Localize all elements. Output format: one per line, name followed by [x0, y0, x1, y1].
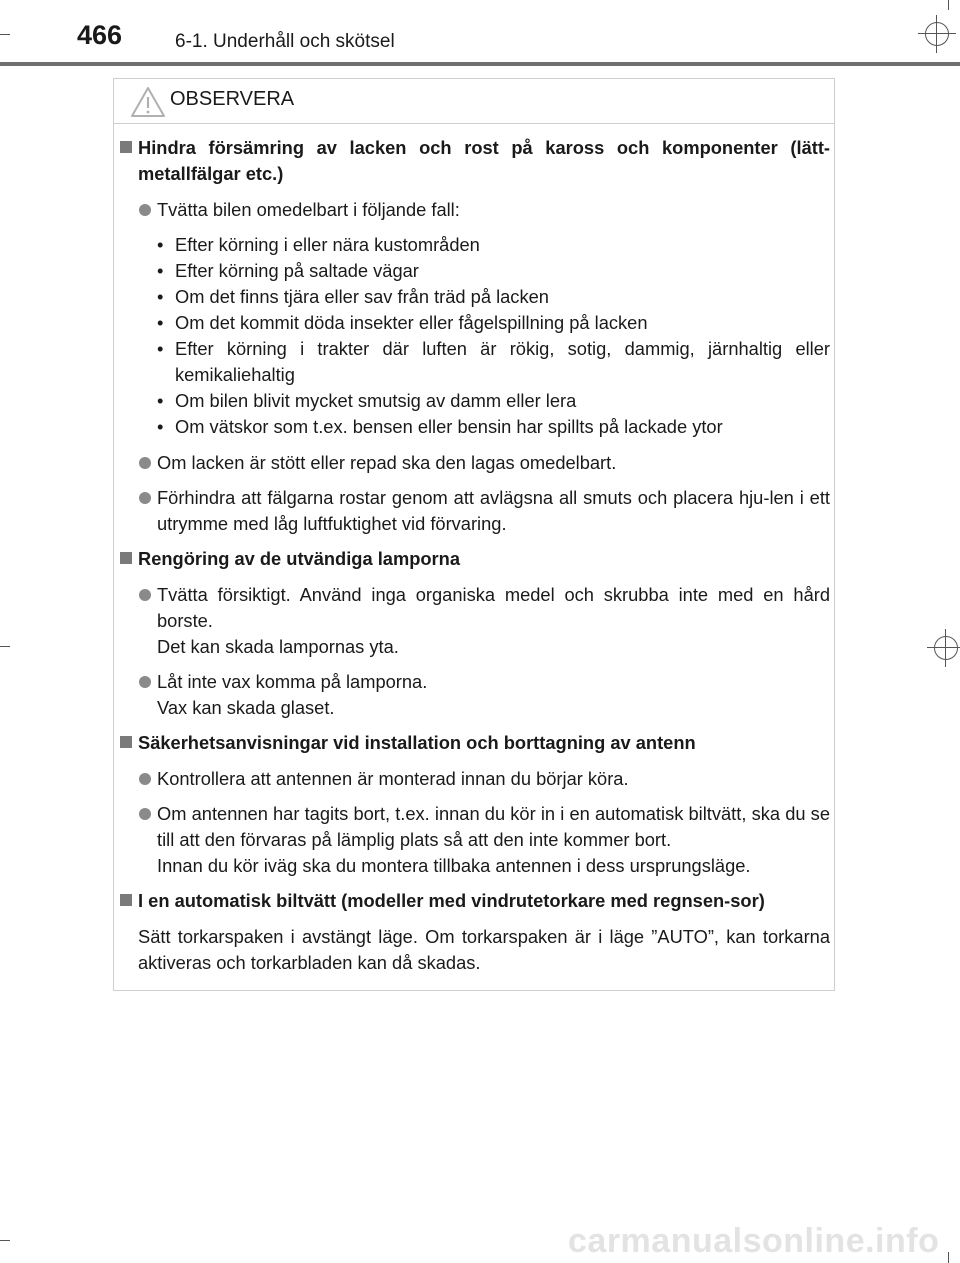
- square-bullet-icon: [120, 894, 132, 906]
- watermark: carmanualsonline.info: [568, 1222, 940, 1260]
- list-item: Tvätta bilen omedelbart i följande fall:: [118, 197, 830, 223]
- registration-mark-icon: [934, 636, 958, 660]
- list-item: • Om vätskor som t.ex. bensen eller bensin har spillts på lackade ytor: [157, 416, 723, 437]
- section-heading: Säkerhetsanvisningar vid installation och borttagning av antenn: [118, 730, 830, 756]
- round-bullet-icon: [139, 204, 151, 216]
- list-item: Tvätta försiktigt. Använd inga organiska medel och skrubba inte med en hård borste. Det kan skada lampornas yta.: [118, 582, 830, 660]
- list-item: • Efter körning i trakter där luften är rökig, sotig, dammig, järnhaltig eller kemikaliehaltig: [157, 338, 830, 385]
- list-item: Låt inte vax komma på lamporna. Vax kan skada glaset.: [118, 669, 830, 721]
- section-heading: I en automatisk biltvätt (modeller med vindrutetorkare med regnsen-sor): [118, 888, 830, 914]
- list-item: • Efter körning i eller nära kustområden: [157, 234, 480, 255]
- list-item: • Efter körning på saltade vägar: [157, 260, 419, 281]
- crop-mark: [0, 1240, 10, 1241]
- list-item: • Om det kommit döda insekter eller fågelspillning på lacken: [157, 312, 648, 333]
- page-number: 466: [77, 20, 123, 50]
- section-title: 6-1. Underhåll och skötsel: [175, 31, 395, 52]
- list-item: • Om bilen blivit mycket smutsig av damm eller lera: [157, 390, 577, 411]
- section-heading: Rengöring av de utvändiga lamporna: [118, 546, 830, 572]
- header-rule: [0, 62, 960, 66]
- round-bullet-icon: [139, 589, 151, 601]
- round-bullet-icon: [139, 492, 151, 504]
- round-bullet-icon: [139, 457, 151, 469]
- crop-mark: [948, 1252, 949, 1263]
- crop-mark: [0, 646, 10, 647]
- round-bullet-icon: [139, 676, 151, 688]
- list-item: Förhindra att fälgarna rostar genom att avlägsna all smuts och placera hju-len i ett utrymme med låg luftfuktighet vid förvaring.: [118, 485, 830, 537]
- list-item: Om antennen har tagits bort, t.ex. innan du kör in i en automatisk biltvätt, ska du se till att den förvaras på lämplig plats så att den inte kommer bort. Innan du kör iväg ska du montera tillbaka antennen i dess ursprungsläge.: [118, 801, 830, 879]
- warning-triangle-icon: [129, 85, 167, 119]
- section-heading: Hindra försämring av lacken och rost på kaross och komponenter (lätt-metallfälgar etc.): [118, 135, 830, 187]
- list-item: • Om det finns tjära eller sav från träd på lacken: [157, 286, 549, 307]
- round-bullet-icon: [139, 808, 151, 820]
- warning-box-title: OBSERVERA: [170, 88, 295, 110]
- square-bullet-icon: [120, 552, 132, 564]
- list-item: Kontrollera att antennen är monterad innan du börjar köra.: [118, 766, 830, 792]
- paragraph: Sätt torkarspaken i avstängt läge. Om torkarspaken är i läge ”AUTO”, kan torkarna aktiveras och torkarbladen kan då skadas.: [138, 926, 830, 973]
- warning-box-divider: [114, 123, 834, 124]
- warning-box-content: [118, 135, 830, 985]
- list-item: Om lacken är stött eller repad ska den lagas omedelbart.: [118, 450, 830, 476]
- round-bullet-icon: [139, 773, 151, 785]
- bullet-list: [118, 232, 830, 440]
- square-bullet-icon: [120, 141, 132, 153]
- crop-mark: [0, 34, 10, 35]
- crop-mark: [948, 0, 949, 10]
- square-bullet-icon: [120, 736, 132, 748]
- registration-mark-icon: [925, 22, 949, 46]
